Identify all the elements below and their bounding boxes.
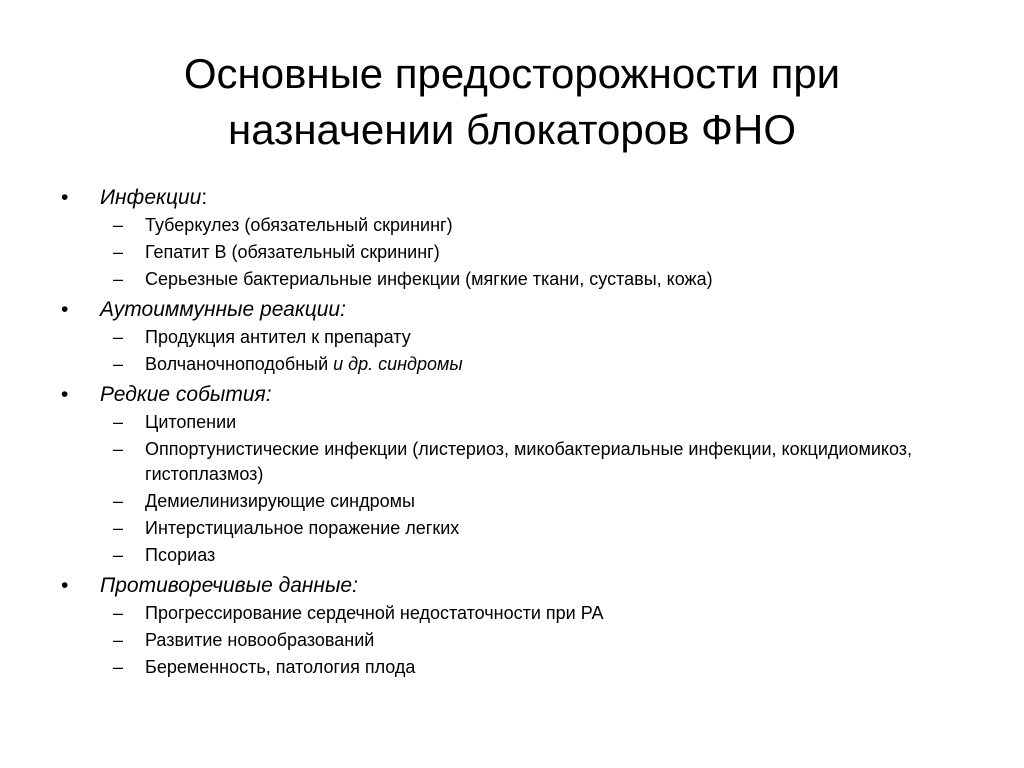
bullet-marker: • [61,298,69,321]
list-item [0,543,1024,568]
list-item [0,240,1024,265]
list-item [0,628,1024,653]
dash-marker: – [113,215,124,235]
bullet-marker: • [61,186,69,209]
dash-marker: – [113,327,124,347]
dash-marker: – [113,518,124,538]
section-heading-text: Противоречивые данные: [100,574,358,597]
section-heading-colon: : [201,186,208,209]
dash-marker: – [113,603,124,623]
section-heading-controversial [0,571,1024,601]
list-item [0,267,1024,292]
dash-marker: – [113,242,124,262]
list-item-text: Псориаз [145,545,216,565]
list-item-text: Беременность, патология плода [145,657,416,677]
list-item [0,516,1024,541]
bullet-marker: • [61,574,69,597]
dash-marker: – [113,657,124,677]
slide-title-line-1: Основные предосторожности при [183,50,841,97]
bullet-list [0,180,1024,682]
list-item [0,325,1024,350]
section-heading-rare-events [0,380,1024,410]
list-item [0,489,1024,514]
list-item-text: Развитие новообразований [145,630,375,650]
list-item-text: Продукция антител к препарату [145,327,411,347]
section-heading-autoimmune [0,295,1024,325]
list-item-text-italic: и др. синдромы [333,354,463,374]
dash-marker: – [113,439,124,459]
dash-marker: – [113,412,124,432]
list-item-text: Оппортунистические инфекции (листериоз, микобактериальные инфекции, кокцидиомикоз, гистоплазмоз) [145,439,913,484]
list-item [0,410,1024,435]
list-item [0,601,1024,626]
bullet-marker: • [61,383,69,406]
list-item [0,437,1024,487]
section-heading-text: Аутоиммунные реакции: [100,298,346,321]
list-item-text: Серьезные бактериальные инфекции (мягкие ткани, суставы, кожа) [145,269,713,289]
section-heading-text: Редкие события: [100,383,272,406]
list-item-text: Демиелинизирующие синдромы [145,491,415,511]
list-item [0,655,1024,680]
slide-title-line-2: назначении блокаторов ФНО [228,106,796,153]
dash-marker: – [113,354,124,374]
list-item-text: Прогрессирование сердечной недостаточности при РА [145,603,604,623]
dash-marker: – [113,630,124,650]
list-item-text: Туберкулез (обязательный скрининг) [145,215,453,235]
list-item-text: Цитопении [145,412,237,432]
slide-title [0,46,1024,158]
list-item-text-plain: Волчаночноподобный [145,354,334,374]
list-item [0,352,1024,377]
dash-marker: – [113,545,124,565]
section-heading-text: Инфекции [100,186,202,209]
list-item-text: Интерстициальное поражение легких [145,518,460,538]
list-item [0,213,1024,238]
section-heading-infections [0,183,1024,213]
dash-marker: – [113,269,124,289]
dash-marker: – [113,491,124,511]
list-item-text: Гепатит В (обязательный скрининг) [145,242,440,262]
